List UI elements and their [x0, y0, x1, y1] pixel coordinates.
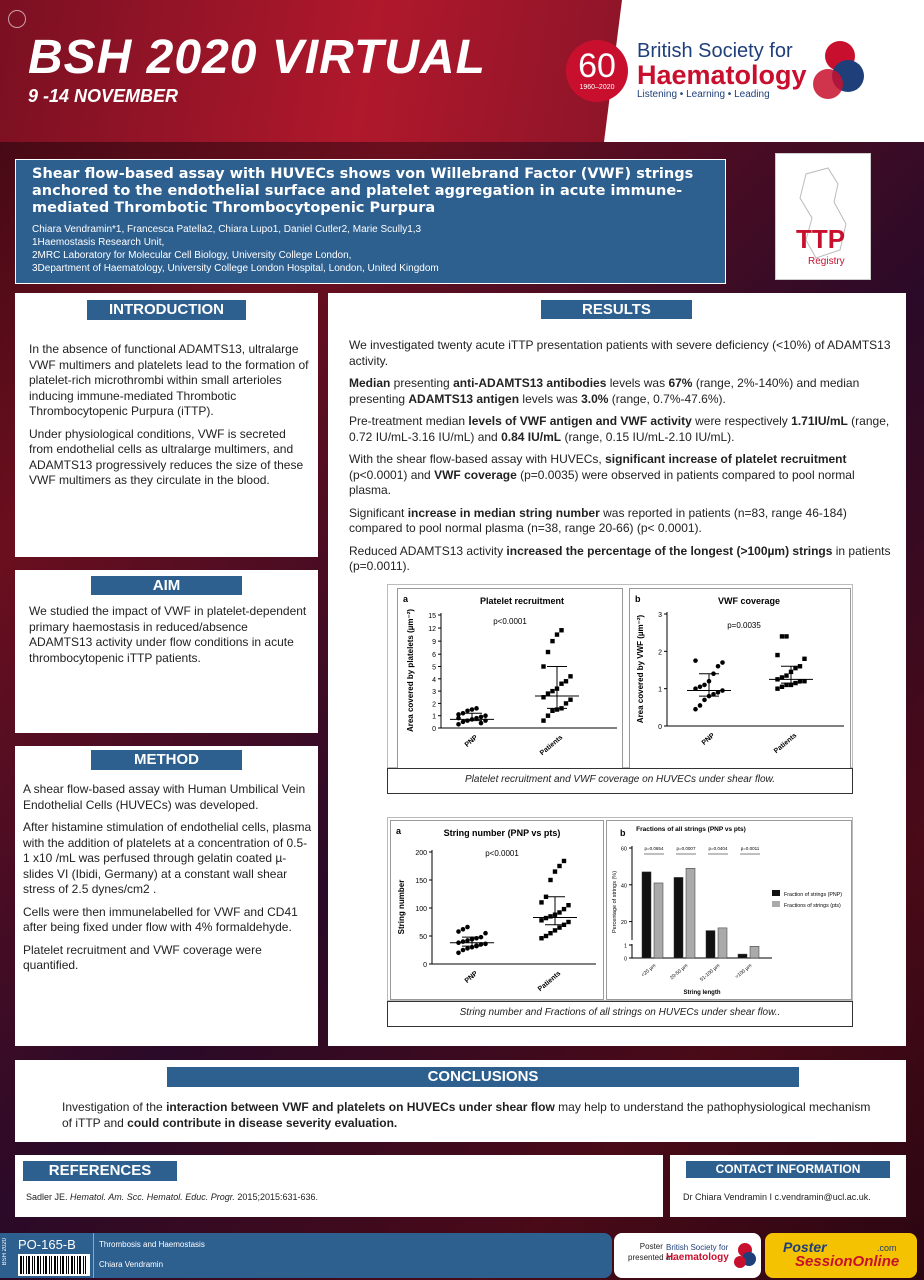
data-point-patients	[541, 664, 545, 668]
category-label: Patients	[772, 732, 799, 756]
data-point-patients	[546, 691, 550, 695]
title-block	[15, 159, 726, 284]
category-label: PNP	[463, 970, 480, 985]
barcode-stripe	[23, 1256, 24, 1274]
bold-text: increase in median string number	[407, 505, 600, 520]
legend-label: Fraction of strings (PNP)	[784, 892, 842, 898]
text-segment: Sadler JE.	[26, 1192, 71, 1202]
barcode-stripe	[28, 1256, 30, 1274]
bold-text: interaction between VWF and platelets on HUVECs under shear flow	[166, 1100, 555, 1114]
y-axis-label: Area covered by VWF (µm⁻²)	[636, 614, 645, 724]
data-point-patients	[780, 685, 784, 689]
data-point-pnp	[479, 721, 484, 726]
results-paragraph-5	[349, 506, 894, 537]
bar-pnp	[674, 877, 683, 958]
y-tick-label: 12	[428, 626, 436, 634]
data-point-patients	[546, 714, 550, 718]
category-label: PNP	[463, 734, 480, 749]
bsh-logo-icon	[810, 36, 870, 104]
category-label: 51-100 µm	[699, 962, 722, 983]
p-value-annotation: p=0.0035	[727, 621, 761, 630]
y-tick-label: 100	[415, 906, 427, 913]
data-point-pnp	[716, 664, 721, 669]
bold-text: 0.84 IU/mL	[501, 429, 562, 444]
data-point-patients	[557, 864, 561, 868]
data-point-patients	[544, 916, 548, 920]
data-point-pnp	[456, 929, 461, 934]
y-tick-label: 3	[658, 612, 662, 619]
y-tick-label: 9	[432, 639, 436, 647]
y-axis-label: String number	[397, 879, 406, 935]
panel-letter: b	[620, 828, 626, 838]
bar-p-value: p=0.0011	[740, 846, 760, 851]
y-tick-label: 15	[428, 613, 436, 620]
y-tick-label: 50	[419, 934, 427, 941]
barcode-stripe	[60, 1256, 61, 1274]
barcode-stripe	[85, 1256, 86, 1274]
method-paragraph-4: Platelet recruitment and VWF coverage were quantified.	[23, 942, 262, 972]
conference-title: BSH 2020 VIRTUAL	[28, 31, 486, 84]
society-name-line1: British Society for	[637, 40, 793, 62]
barcode-stripe	[79, 1256, 81, 1274]
pso-line1: Poster	[783, 1239, 827, 1255]
data-point-patients	[775, 686, 779, 690]
society-name-line2: Haematology	[637, 60, 807, 90]
data-point-pnp	[693, 707, 698, 712]
data-point-patients	[546, 650, 550, 654]
chart-title: VWF coverage	[717, 596, 781, 606]
bold-text: anti-ADAMTS13 antibodies	[453, 376, 607, 390]
category-label: Patients	[536, 970, 563, 994]
data-point-pnp	[702, 698, 707, 703]
data-point-pnp	[483, 931, 488, 936]
bold-text: could contribute in disease severity evaluation.	[127, 1115, 398, 1130]
barcode-stripe	[57, 1256, 58, 1274]
text-segment: Investigation of the	[62, 1100, 167, 1114]
data-point-patients	[541, 718, 545, 722]
data-point-patients	[539, 936, 543, 940]
aim-heading: AIM	[90, 575, 243, 596]
presented-society-2: Haematology	[666, 1252, 729, 1263]
y-tick-label: 60	[620, 846, 627, 853]
society-tagline: Listening • Learning • Leading	[637, 89, 770, 100]
data-point-pnp	[720, 660, 725, 665]
figure-1-caption: Platelet recruitment and VWF coverage on HUVECs under shear flow.	[387, 768, 853, 794]
method-paragraph-2: After histamine stimulation of endothelial cells, plasma with the addition of platelets at a concentration of 0.5-1 x10 /mL was perfused through gelatin coated µ-slides VI (Ibidi, Germany) at a constant wall shear stress of 2.5 dynes/cm2 .	[23, 820, 312, 896]
data-point-patients	[566, 903, 570, 907]
results-text	[349, 338, 894, 582]
platelet-recruitment-chart	[397, 588, 623, 770]
data-point-patients	[548, 878, 552, 882]
chart-frame	[630, 589, 851, 770]
y-tick-label: 5	[432, 664, 436, 672]
data-point-pnp	[465, 708, 470, 713]
data-point-pnp	[465, 938, 470, 943]
y-tick-label: 3	[432, 689, 436, 697]
footer-category: Thrombosis and Haemostasis	[99, 1240, 205, 1249]
string-number-chart	[390, 820, 604, 1000]
bold-text: ADAMTS13 antigen	[408, 391, 520, 406]
footer-vertical-label: BSH 2020	[2, 1238, 8, 1266]
conclusions-text	[62, 1100, 872, 1131]
data-point-pnp	[483, 713, 488, 718]
text-segment: (range, 0.7%-47.6%).	[608, 391, 726, 406]
data-point-patients	[562, 859, 566, 863]
data-point-patients	[559, 628, 563, 632]
data-point-patients	[557, 925, 561, 929]
figure-1	[387, 584, 853, 768]
anniversary-badge	[566, 40, 628, 102]
postersessiononline-logo[interactable]	[765, 1233, 917, 1278]
text-segment: levels was	[519, 391, 582, 406]
author-list: Chiara Vendramin*1, Francesca Patella2, Chiara Lupo1, Daniel Cutler2, Marie Scully1,3	[32, 224, 422, 235]
y-tick-label: 1	[623, 943, 627, 950]
y-tick-label: 1	[432, 713, 436, 721]
ttp-registry-logo	[775, 153, 871, 280]
bar-p-value: p=0.0654	[644, 846, 664, 851]
contact-text: Dr Chiara Vendramin I c.vendramin@ucl.ac.uk.	[683, 1192, 871, 1202]
results-paragraph-3	[349, 414, 894, 445]
panel-letter: a	[396, 826, 402, 836]
bar-p-value: p=0.0007	[676, 846, 696, 851]
barcode-stripe	[83, 1256, 84, 1274]
category-label: PNP	[700, 732, 717, 747]
category-label: <20 µm	[640, 962, 658, 979]
y-tick-label: 2	[658, 649, 662, 657]
category-label: Patients	[538, 734, 565, 758]
text-segment: Reduced ADAMTS13 activity	[349, 543, 507, 558]
intro-paragraph-2: Under physiological conditions, VWF is secreted from endothelial cells as ultralarge multimers, and ADAMTS13 progressively reduces the size of these VWF multimers as they circulate in the blood.	[29, 426, 304, 487]
data-point-patients	[784, 634, 788, 638]
barcode-stripe	[45, 1256, 47, 1274]
data-point-pnp	[479, 715, 484, 720]
text-segment: With the shear flow-based assay with HUVECs,	[349, 452, 606, 466]
method-paragraph-3: Cells were then immunelabelled for VWF and CD41 after being fixed under flow with 4% formaldehyde.	[23, 904, 298, 934]
text-segment: Pre-treatment median	[349, 414, 469, 428]
text-segment: (p<0.0001) and	[349, 467, 435, 482]
data-point-patients	[539, 918, 543, 922]
badge-number: 60	[578, 47, 616, 85]
data-point-patients	[559, 682, 563, 686]
barcode-stripe	[43, 1256, 44, 1274]
data-point-patients	[564, 701, 568, 705]
bold-text: significant increase of platelet recruitment	[605, 452, 847, 466]
vwf-coverage-chart	[629, 588, 851, 770]
text-segment: were respectively	[691, 414, 792, 428]
text-segment: was reported in patients (n=83, range 46-184) compared to pool normal plasma (n=38, range 20-66) (p< 0.0001).	[349, 505, 847, 535]
data-point-pnp	[693, 658, 698, 663]
y-tick-label: 20	[620, 920, 627, 927]
barcode-stripe	[37, 1256, 39, 1274]
data-point-pnp	[465, 946, 470, 951]
method-paragraph-1: A shear flow-based assay with Human Umbilical Vein Endothelial Cells (HUVECs) was developed.	[23, 782, 306, 812]
text-segment: (range, 0.15 IU/mL-2.10 IU/mL).	[561, 429, 735, 444]
bar-patients	[686, 868, 695, 958]
barcode-stripe	[71, 1256, 73, 1274]
data-point-patients	[562, 907, 566, 911]
method-text	[23, 782, 313, 981]
chart-title: String number (PNP vs pts)	[443, 828, 561, 838]
barcode-stripe	[74, 1256, 75, 1274]
data-point-patients	[784, 673, 788, 677]
data-point-pnp	[456, 722, 461, 727]
data-point-patients	[568, 698, 572, 702]
y-tick-label: 150	[415, 878, 427, 885]
badge-years: 1960–2020	[579, 84, 615, 91]
y-tick-label: 6	[432, 652, 436, 660]
bold-text: 3.0%	[581, 391, 609, 406]
data-point-patients	[802, 657, 806, 661]
settings-icon	[8, 10, 26, 28]
poster-code: PO-165-B	[18, 1237, 76, 1252]
footer-bar	[0, 1233, 612, 1278]
footer-divider	[93, 1233, 94, 1278]
barcode-stripe	[68, 1256, 69, 1274]
text-segment: may help to understand the pathophysiological mechanism of iTTP and	[62, 1100, 871, 1130]
data-point-patients	[548, 931, 552, 935]
data-point-pnp	[698, 703, 703, 708]
figure-2	[387, 817, 853, 1001]
data-point-patients	[544, 934, 548, 938]
panel-letter: a	[403, 594, 409, 604]
data-point-patients	[550, 689, 554, 693]
conference-dates: 9 -14 NOVEMBER	[28, 86, 179, 106]
barcode-stripe	[49, 1256, 50, 1274]
data-point-pnp	[461, 927, 466, 932]
bar-pnp	[706, 931, 715, 958]
string-fractions-chart	[606, 820, 852, 1000]
method-heading: METHOD	[90, 749, 243, 771]
y-tick-label: 4	[432, 676, 436, 684]
bold-text: 1.71IU/mL	[791, 414, 848, 428]
y-axis-label: Area covered by platelets (µm⁻²)	[406, 608, 415, 733]
y-tick-label: 0	[623, 956, 627, 963]
p-value-annotation: p<0.0001	[485, 849, 519, 858]
barcode-icon	[18, 1254, 90, 1276]
pso-line3: .com	[877, 1243, 897, 1253]
legend-swatch	[772, 890, 780, 896]
italic-text: Hematol. Am. Scc. Hematol. Educ. Progr.	[70, 1192, 235, 1202]
data-point-patients	[775, 653, 779, 657]
footer-author: Chiara Vendramin	[99, 1260, 164, 1269]
y-tick-label: 1	[658, 686, 662, 694]
data-point-pnp	[461, 948, 466, 953]
barcode-stripe	[40, 1256, 41, 1274]
data-point-pnp	[698, 685, 703, 690]
presented-line2: presented at:	[628, 1253, 675, 1262]
bold-text: levels of VWF antigen and VWF activity	[468, 414, 692, 428]
introduction-heading: INTRODUCTION	[86, 299, 247, 321]
pso-line2: SessionOnline	[795, 1253, 900, 1270]
barcode-stripe	[54, 1256, 56, 1274]
presented-at-badge[interactable]	[614, 1233, 761, 1278]
data-point-patients	[555, 632, 559, 636]
y-tick-label: 200	[415, 850, 427, 857]
bar-patients	[654, 883, 663, 958]
y-tick-label: 0	[423, 962, 427, 969]
barcode-stripe	[26, 1256, 27, 1274]
text-segment: in patients (p=0.0011).	[349, 543, 891, 573]
p-value-annotation: p<0.0001	[493, 617, 527, 626]
data-point-patients	[557, 910, 561, 914]
presented-society-1: British Society for	[666, 1243, 729, 1252]
bold-text: VWF coverage	[434, 467, 517, 482]
data-point-patients	[553, 928, 557, 932]
references-heading: REFERENCES	[22, 1160, 178, 1182]
text-segment: (p=0.0035) were observed in patients compared to pool normal plasma.	[349, 467, 855, 497]
bar-p-value: p=0.0404	[708, 846, 728, 851]
data-point-patients	[553, 869, 557, 873]
data-point-pnp	[702, 683, 707, 688]
chart-title: Platelet recruitment	[479, 596, 565, 606]
text-segment: levels was	[606, 376, 669, 390]
text-segment: (range, 2%-140%) and median presenting	[349, 376, 860, 406]
chart-title: Fractions of all strings (PNP vs pts)	[636, 826, 746, 833]
data-point-pnp	[474, 706, 479, 711]
barcode-stripe	[77, 1256, 78, 1274]
barcode-stripe	[20, 1256, 22, 1274]
results-paragraph-4	[349, 452, 894, 499]
y-axis-label: Percentage of strings (%)	[612, 870, 618, 934]
affiliation-1: 1Haemostasis Research Unit,	[32, 237, 165, 248]
panel-letter: b	[635, 594, 641, 604]
results-paragraph-2	[349, 376, 894, 407]
bar-pnp	[642, 872, 651, 958]
barcode-stripe	[51, 1256, 52, 1274]
presented-line1: Poster	[639, 1242, 663, 1251]
references-text	[26, 1190, 646, 1206]
affiliation-2: 2MRC Laboratory for Molecular Cell Biology, University College London,	[32, 250, 352, 261]
data-point-patients	[539, 900, 543, 904]
barcode-stripe	[34, 1256, 35, 1274]
affiliation-3: 3Department of Haematology, University College London Hospital, London, United Kingdom	[32, 263, 439, 274]
text-segment: Significant	[349, 505, 408, 520]
text-segment: 2015;2015:631-636.	[234, 1192, 318, 1202]
results-paragraph-6	[349, 544, 894, 575]
introduction-text	[29, 342, 309, 496]
data-point-patients	[568, 674, 572, 678]
registry-label: Registry	[808, 256, 845, 267]
barcode-stripe	[32, 1256, 33, 1274]
data-point-patients	[780, 634, 784, 638]
data-point-pnp	[470, 707, 475, 712]
results-paragraph-1: We investigated twenty acute iTTP presentation patients with severe deficiency (<10%) of ADAMTS13 activity.	[349, 338, 891, 368]
data-point-patients	[550, 709, 554, 713]
category-label: 20-50 µm	[669, 962, 690, 982]
x-axis-label: String length	[683, 990, 721, 996]
text-segment: presenting	[390, 376, 454, 390]
barcode-stripe	[66, 1256, 67, 1274]
y-tick-label: 40	[620, 883, 627, 890]
data-point-patients	[564, 679, 568, 683]
y-tick-label: 0	[432, 726, 436, 733]
data-point-patients	[550, 639, 554, 643]
data-point-pnp	[465, 925, 470, 930]
data-point-pnp	[474, 943, 479, 948]
aim-text: We studied the impact of VWF in platelet-dependent primary haemostasis in reduced/absence ADAMTS13 activity under flow conditions in acute thrombocytopenic iTTP patients.	[29, 604, 307, 665]
contact-heading: CONTACT INFORMATION	[685, 1160, 891, 1179]
category-label: >100 µm	[734, 962, 754, 981]
figure-2-caption: String number and Fractions of all strings on HUVECs under shear flow..	[387, 1001, 853, 1027]
legend-label: Fractions of strings (pts)	[784, 903, 841, 909]
poster-title: Shear flow-based assay with HUVECs shows von Willebrand Factor (VWF) strings anchored to the endothelial surface and platelet aggregation in acute immune-mediated Thrombotic Thrombocytopenic Purpura	[32, 166, 694, 216]
bar-patients	[750, 946, 759, 958]
bold-text: 67%	[668, 376, 693, 390]
svg-text:TTP: TTP	[796, 224, 846, 254]
data-point-pnp	[456, 951, 461, 956]
data-point-patients	[566, 920, 570, 924]
bold-text: Median	[349, 376, 391, 390]
barcode-stripe	[62, 1256, 64, 1274]
intro-paragraph-1: In the absence of functional ADAMTS13, ultralarge VWF multimers and platelets lead to the formation of platelet-rich microthrombi within small arterioles inducing immune-mediated Thrombotic Thrombocytopenic Purpura (iTTP).	[29, 342, 309, 418]
text-segment: (range, 0.72 IU/mL-3.16 IU/mL) and	[349, 414, 890, 444]
bar-pnp	[738, 954, 747, 958]
conclusions-heading: CONCLUSIONS	[166, 1066, 800, 1088]
bar-patients	[718, 928, 727, 958]
bold-text: increased the percentage of the longest (>100µm) strings	[506, 543, 833, 558]
legend-swatch	[772, 901, 780, 907]
results-heading: RESULTS	[540, 299, 693, 320]
y-tick-label: 0	[658, 724, 662, 731]
y-tick-label: 2	[432, 701, 436, 709]
bsh-small-logo-icon	[732, 1241, 758, 1269]
